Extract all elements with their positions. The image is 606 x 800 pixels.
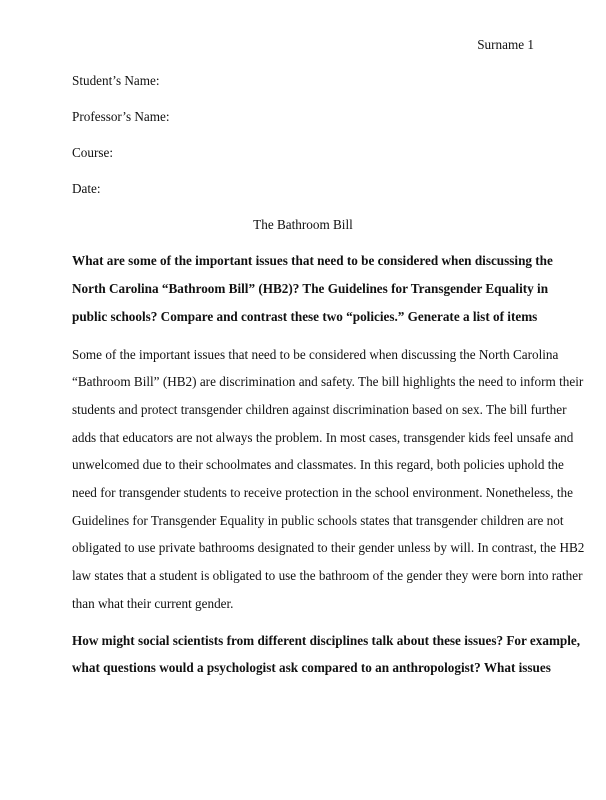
question-1-line: What are some of the important issues that need to be considered when discussing the <box>72 253 553 268</box>
question-1-line: North Carolina “Bathroom Bill” (HB2)? The Guidelines for Transgender Equality in <box>72 281 549 296</box>
document-title: The Bathroom Bill <box>253 217 353 232</box>
answer-1-line: students and protect transgender children against discrimination based on sex. The bill further <box>72 402 567 417</box>
answer-1-line: law states that a student is obligated to use the bathroom of the gender they were born into rather <box>72 568 583 583</box>
answer-1-line: adds that educators are not always the problem. In most cases, transgender kids feel unsafe and <box>72 430 574 445</box>
professor-name-line: Professor’s Name: <box>72 109 170 124</box>
answer-1-line: need for transgender students to receive protection in the school environment. Nonetheless, the <box>72 485 573 500</box>
student-name-line: Student’s Name: <box>72 73 160 88</box>
answer-1-line: “Bathroom Bill” (HB2) are discrimination and safety. The bill highlights the need to inform their <box>72 374 584 389</box>
question-1-line: public schools? Compare and contrast these two “policies.” Generate a list of items <box>72 309 538 324</box>
question-2-line: How might social scientists from different disciplines talk about these issues? For example, <box>72 633 581 648</box>
course-line: Course: <box>72 145 114 160</box>
answer-1-line: Some of the important issues that need to be considered when discussing the North Carolina <box>72 347 559 362</box>
answer-1-line: unwelcomed due to their schoolmates and classmates. In this regard, both policies uphold the <box>72 457 564 472</box>
answer-1-line: than what their current gender. <box>72 596 234 611</box>
running-head: Surname 1 <box>477 37 534 52</box>
date-line: Date: <box>72 181 101 196</box>
question-2-line: what questions would a psychologist ask compared to an anthropologist? What issues <box>72 660 551 675</box>
answer-1-line: Guidelines for Transgender Equality in public schools states that transgender children are not <box>72 513 564 528</box>
answer-1-line: obligated to use private bathrooms designated to their gender unless by will. In contrast, the HB2 <box>72 540 585 555</box>
